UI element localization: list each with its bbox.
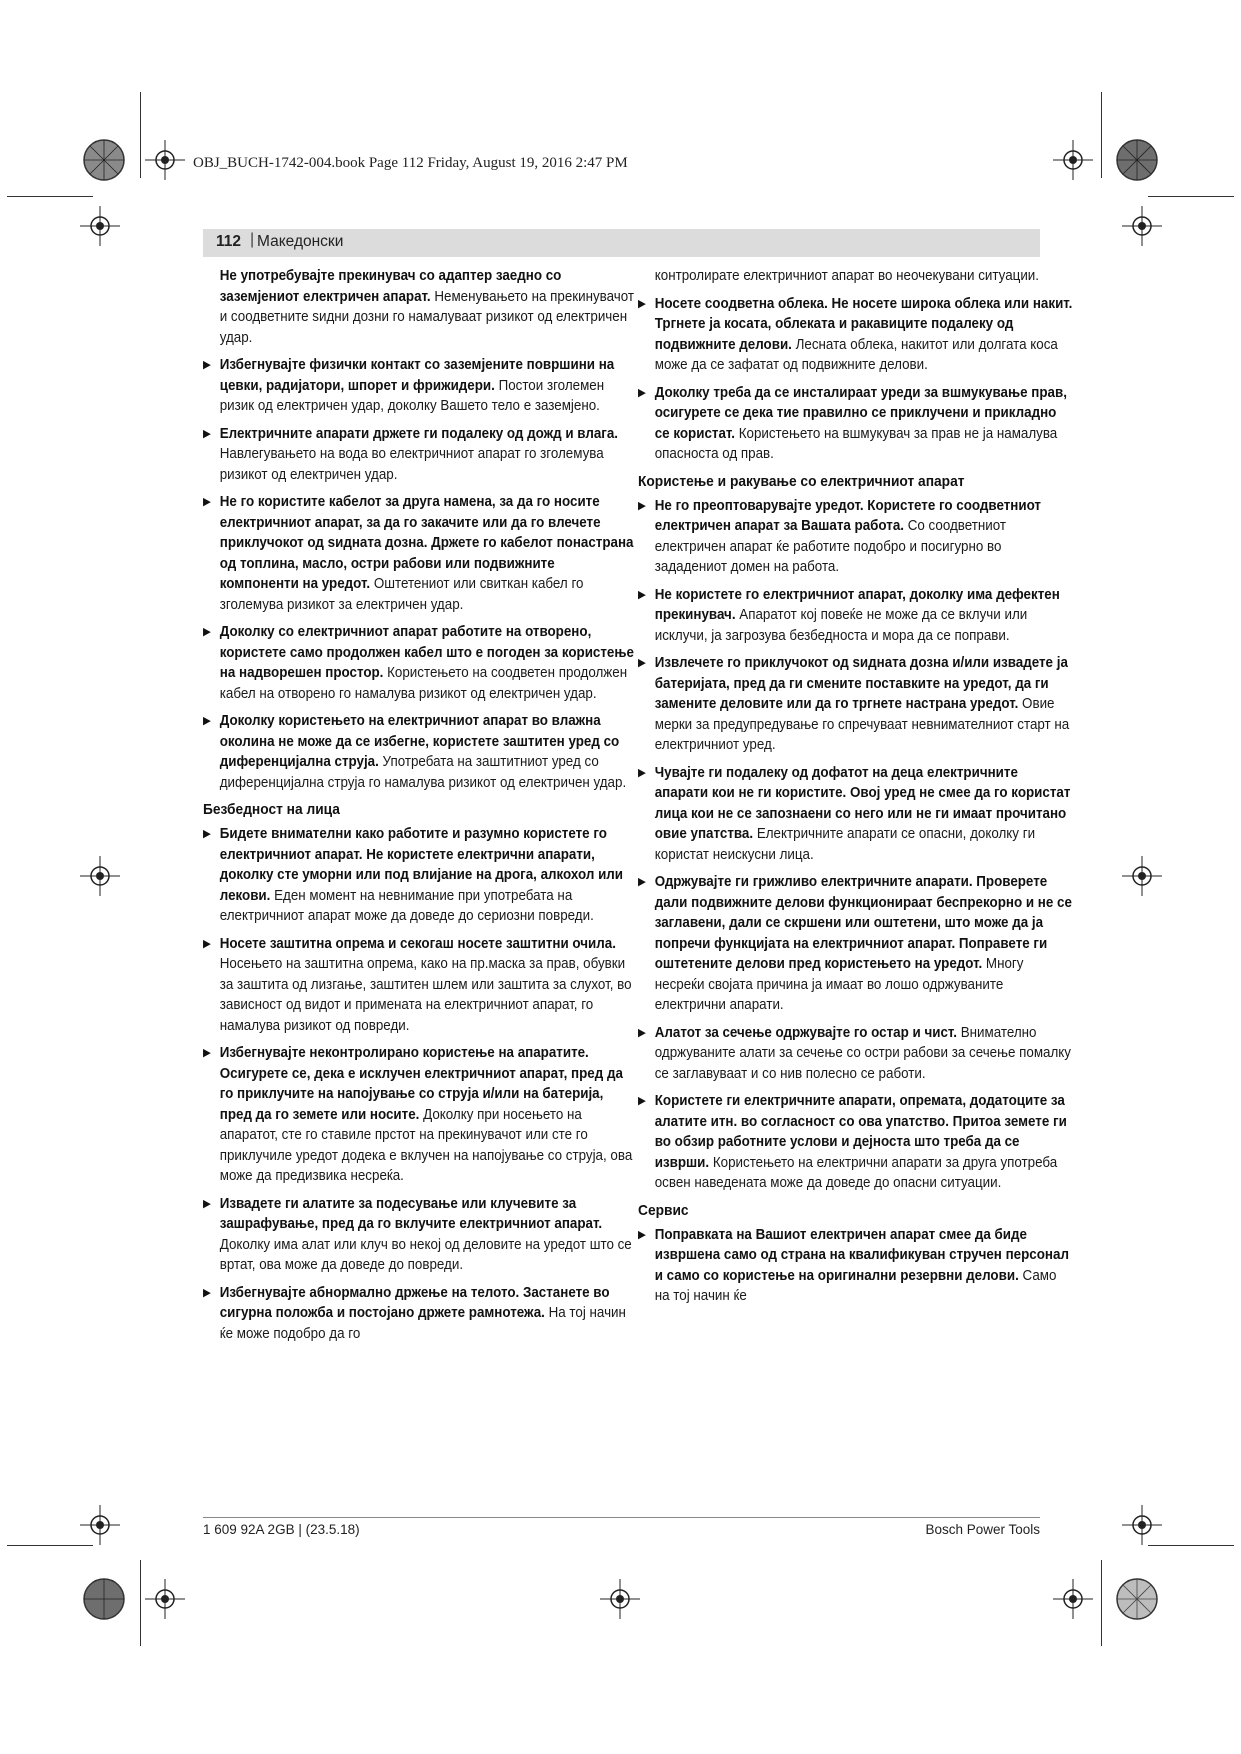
instruction-text: Електричните апарати се опасни, доколку ги користат неискусни лица. <box>654 826 1036 863</box>
instruction-text: Лесната облека, накитот или долгата коса може да се зафатат од подвижните делови. <box>654 336 1058 373</box>
instruction-bold-text: Доколку треба да се инсталираат уреди за вшмукување прав, осигурете се дека тие правилно се приклучени и прикладно се користат. <box>654 384 1067 442</box>
bullet-arrow-icon: ▶ <box>203 427 211 440</box>
safety-instruction <box>638 585 1073 647</box>
left-column <box>203 266 635 1351</box>
bullet-arrow-icon: ▶ <box>638 1228 646 1241</box>
crosshair-bottom-center-icon <box>600 1579 640 1619</box>
crosshair-top-left-icon <box>145 140 185 180</box>
instruction-text: Користењето на вшмукувач за прав не ја намалува опасноста од прав. <box>654 425 1058 462</box>
instruction-text: Оштетениот или свиткан кабел го зголемува ризикот за електричен удар. <box>219 576 584 613</box>
footer-document-code: 1 609 92A 2GB | (23.5.18) <box>203 1522 360 1537</box>
safety-instruction <box>203 355 637 417</box>
bullet-arrow-icon: ▶ <box>203 828 211 840</box>
crosshair-left-middle-icon <box>80 856 120 896</box>
instruction-text: Користењето на електрични апарати за друга употреба освен наведената може да доведе до опасни ситуации. <box>654 1154 1058 1191</box>
instruction-text: Овие мерки за предупредување го спречуваат невнимателниот старт на електричниот уред. <box>654 696 1070 753</box>
instruction-bold-text: Не употребувајте прекинувач со адаптер заедно со заземјениот електричен апарат. <box>219 268 562 305</box>
instruction-text: Внимателно одржуваните алати за сечење со остри рабови за сечење помалку се заглавуваат и со нив полесно се работи. <box>654 1024 1072 1082</box>
bullet-arrow-icon: ▶ <box>203 496 211 508</box>
crosshair-bottom-left-icon <box>145 1579 185 1619</box>
bullet-arrow-icon: ▶ <box>203 1286 211 1299</box>
page-number: 112 <box>216 233 242 250</box>
language-label: Македонски <box>257 233 344 250</box>
instruction-text: Неменувањето на прекинувачот и соодветните sидни дозни го намалуваат ризикот од електричен удар. <box>219 288 635 346</box>
bullet-arrow-icon: ▶ <box>203 937 211 950</box>
bullet-arrow-icon: ▶ <box>203 359 211 371</box>
section-title-service: Сервис <box>638 1202 689 1219</box>
bullet-arrow-icon: ▶ <box>638 386 646 399</box>
registration-mark-bottom-left-icon <box>82 1577 126 1621</box>
instruction-bold-text: Алатот за сечење одржувајте го остар и чист. <box>654 1024 958 1041</box>
bullet-arrow-icon: ▶ <box>638 657 646 669</box>
safety-instruction <box>638 1225 1073 1307</box>
safety-instruction <box>203 711 637 793</box>
print-job-header: OBJ_BUCH-1742-004.book Page 112 Friday, August 19, 2016 2:47 PM <box>193 155 628 171</box>
bullet-arrow-icon: ▶ <box>638 499 646 512</box>
instruction-bold-text: Електричните апарати држете ги подалеку од дожд и влага. <box>219 425 619 442</box>
safety-instruction <box>638 653 1073 756</box>
instruction-bold-text: Носете соодветна облека. Не носете широка облека или накит. Тргнете ја косата, облеката и ракавиците подалеку од подвижните делови. <box>654 295 1073 353</box>
safety-instruction <box>203 492 637 615</box>
bullet-arrow-icon: ▶ <box>203 715 211 727</box>
instruction-text: На тој начин ќе може подобро да го <box>219 1305 626 1342</box>
instruction-text: Навлегувањето на вода во електричниот апарат го зголемува ризикот од електричен удар. <box>219 446 604 483</box>
safety-instruction <box>203 1194 637 1276</box>
crosshair-right-middle-icon <box>1122 856 1162 896</box>
instruction-text: Постои зголемен ризик од електричен удар, доколку Вашето тело е заземјено. <box>219 377 605 414</box>
safety-instruction <box>638 266 1073 287</box>
safety-instruction <box>203 824 637 927</box>
safety-instruction <box>203 1283 637 1345</box>
instruction-bold-text: Не го преоптоварувајте уредот. Користете го соодветниот електричен апарат за Вашата работа. <box>654 497 1041 534</box>
footer-divider <box>203 1517 1040 1518</box>
safety-instruction <box>203 424 637 486</box>
instruction-bold-text: Чувајте ги подалеку од дофатот на деца електричните апарати кои не ги користите. Овој уред не смее да го користат лица кои не се запознаени со него или не ги имаат прочитано овие упатства. <box>654 764 1071 842</box>
crosshair-left-bottom-icon <box>80 1505 120 1545</box>
instruction-bold-text: Не користете го електричниот апарат, доколку има дефектен прекинувач. <box>654 586 1060 623</box>
instruction-bold-text: Извадете ги алатите за подесување или клучевите за зашрафување, пред да го вклучите електричниот апарат. <box>219 1195 603 1232</box>
instruction-bold-text: Не го користите кабелот за друга намена, за да го носите електричниот апарат, за да го закачите или да го влечете приклучокот од sидната дозна. Држете го кабелот понастрана од топлина, масло, остри рабови или подвижните компоненти на уредот. <box>219 494 634 592</box>
bullet-arrow-icon: ▶ <box>638 766 646 779</box>
safety-instruction <box>638 496 1073 578</box>
instruction-bold-text: Избегнувајте абнормално држење на телото. Застанете во сигурна положба и постојано држете рамнотежа. <box>219 1284 610 1321</box>
crosshair-top-right-icon <box>1053 140 1093 180</box>
safety-instruction <box>203 934 637 1037</box>
safety-instruction <box>638 294 1073 376</box>
instruction-bold-text: Поправката на Вашиот електричен апарат смее да биде извршена само од страна на квалификуван стручен персонал и само со користење на оригинални резервни делови. <box>654 1226 1069 1284</box>
safety-instruction <box>203 1043 637 1187</box>
instruction-text: Со соодветниот електричен апарат ќе работите подобро и посигурно во зададениот домен на работа. <box>654 518 1007 575</box>
safety-instruction <box>638 1091 1073 1194</box>
header-separator: | <box>250 231 255 248</box>
instruction-bold-text: Доколку користењето на електричниот апарат во влажна околина не може да се избегне, користете заштитен уред со диференцијална струја. <box>219 713 620 770</box>
instruction-bold-text: Избегнувајте физички контакт со заземјените површини на цевки, радијатори, шпорет и фрижидери. <box>219 357 615 394</box>
instruction-bold-text: Носете заштитна опрема и секогаш носете заштитни очила. <box>219 935 616 952</box>
safety-instruction <box>203 622 637 704</box>
bullet-arrow-icon: ▶ <box>638 1026 646 1039</box>
instruction-text: Користењето на соодветен продолжен кабел на отворено го намалува ризикот од електричен удар. <box>219 665 628 702</box>
bullet-arrow-icon: ▶ <box>638 588 646 601</box>
section-title-tool-use: Користење и ракување со електричниот апарат <box>638 473 965 490</box>
instruction-bold-text: Користете ги електричните апарати, опремата, додатоците за алатите итн. во согласност со ова упатство. Притоа земете ги во обзир работните услови и дејноста што треба да се изврши. <box>654 1093 1067 1171</box>
instruction-text: Еден момент на невнимание при употребата на електричниот апарат може да доведе до сериозни повреди. <box>219 887 594 924</box>
safety-instruction <box>638 383 1073 465</box>
instruction-bold-text: Доколку со електричниот апарат работите на отворено, користете само продолжен кабел што е погоден за користење на надворешен простор. <box>219 624 634 681</box>
registration-mark-bottom-right-icon <box>1115 1577 1159 1621</box>
instruction-text: Носењето на заштитна опрема, како на пр.маска за прав, обувки за заштита од лизгање, заштитен шлем или заштита за слухот, во зависност од видот и примената на електричниот апарат, го намалува ризикот од повреди. <box>219 956 632 1034</box>
crosshair-bottom-right-icon <box>1053 1579 1093 1619</box>
instruction-text: Доколку при носењето на апаратот, сте го ставиле прстот на прекинувачот или сте го приклучиле уредот додека е вклучен на напојување со струја, ова може да предизвика несреќа. <box>219 1106 633 1184</box>
crosshair-left-top-icon <box>80 206 120 246</box>
safety-instruction <box>638 1023 1073 1085</box>
registration-mark-top-right-icon <box>1115 138 1159 182</box>
instruction-bold-text: Одржувајте ги грижливо електричните апарати. Проверете дали подвижните делови функционираат беспрекорно и не се заглавени, дали се скршени или оштетени, што може да ја попречи функцијата на електричниот апарат. Поправете ги оштетените делови пред користењето на уредот. <box>654 874 1072 972</box>
bullet-arrow-icon: ▶ <box>638 876 646 888</box>
crosshair-right-bottom-icon <box>1122 1505 1162 1545</box>
instruction-text: Многу несреќи својата причина ја имаат во лошо одржуваните електрични апарати. <box>654 956 1024 1013</box>
instruction-text: контролирате електричниот апарат во неочекувани ситуации. <box>654 268 1040 284</box>
bullet-arrow-icon: ▶ <box>638 297 646 310</box>
bullet-arrow-icon: ▶ <box>203 1197 211 1210</box>
section-title-personal-safety: Безбедност на лица <box>203 802 340 818</box>
instruction-bold-text: Бидете внимателни како работите и разумно користете го електричниот апарат. Не користете електрични апарати, доколку сте уморни или под влијание на дрога, алкохол или лекови. <box>219 826 624 904</box>
instruction-text: Само на тој начин ќе <box>654 1267 1057 1304</box>
right-column <box>638 266 1073 1314</box>
instruction-bold-text: Извлечете го приклучокот од sидната дозна и/или извадете ја батеријата, пред да ги смените поставките на уредот, да ги замените деловите или да го тргнете настрана уредот. <box>654 655 1068 712</box>
safety-instruction <box>638 763 1073 866</box>
bullet-arrow-icon: ▶ <box>203 626 211 638</box>
bullet-arrow-icon: ▶ <box>203 1047 211 1059</box>
crosshair-right-top-icon <box>1122 206 1162 246</box>
safety-instruction <box>203 266 637 348</box>
safety-instruction <box>638 872 1073 1016</box>
instruction-text: Апаратот кој повеќе не може да се вклучи или исклучи, ја загрозува безбедноста и мора да се поправи. <box>654 607 1028 644</box>
instruction-bold-text: Избегнувајте неконтролирано користење на апаратите. Осигурете се, дека е исклучен електричниот апарат, пред да го приклучите на напојување со струја и/или на батерија, пред да го земете или носите. <box>219 1045 623 1123</box>
instruction-text: Употребата на заштитниот уред со диференцијална струја го намалува ризикот од електричен удар. <box>219 754 627 791</box>
bullet-arrow-icon: ▶ <box>638 1095 646 1107</box>
registration-mark-top-left-icon <box>82 138 126 182</box>
instruction-text: Доколку има алат или клуч во некој од деловите на уредот што се вртат, ова може да доведе до повреди. <box>219 1236 632 1273</box>
footer-brand: Bosch Power Tools <box>925 1522 1040 1537</box>
